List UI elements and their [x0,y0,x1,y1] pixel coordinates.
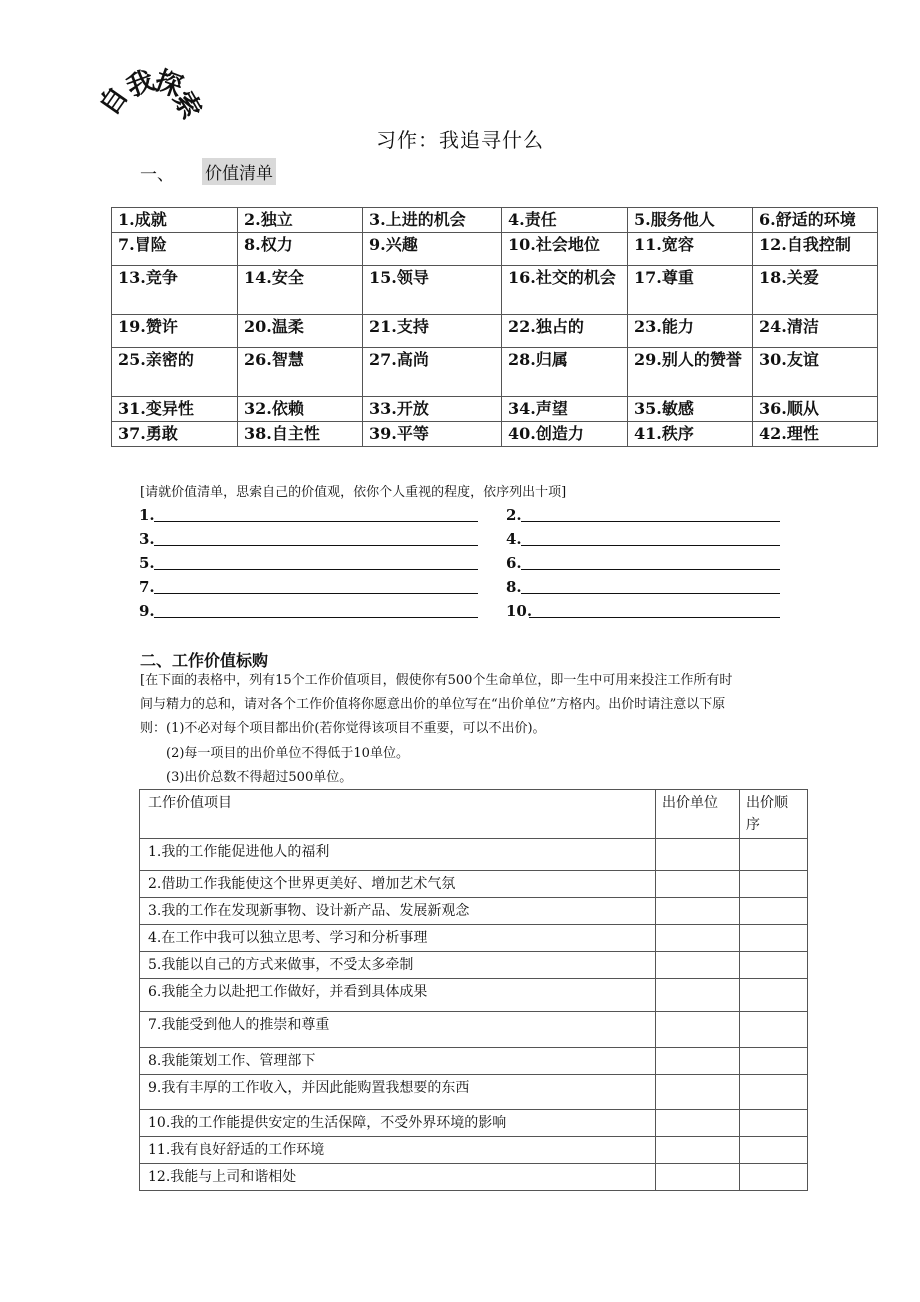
table-row [140,1137,808,1164]
values-table [111,207,878,447]
item-cell: 10.我的工作能提供安定的生活保障，不受外界环境的影响 [140,1110,656,1137]
value-cell: 10.社会地位 [502,233,628,266]
item-cell: 4.在工作中我可以独立思考、学习和分析事理 [140,925,656,952]
value-cell: 4.责任 [502,208,628,233]
value-cell: 40.创造力 [502,422,628,447]
blank-line[interactable] [521,521,780,522]
value-cell: 38.自主性 [238,422,363,447]
value-cell: 5.服务他人 [628,208,753,233]
value-cell: 15.领导 [363,266,502,315]
bid-order-cell[interactable] [740,979,808,1012]
value-cell: 26.智慧 [238,348,363,397]
wordart-char-2: 我 [122,65,159,104]
bid-units-cell[interactable] [656,952,740,979]
bid-order-cell[interactable] [740,898,808,925]
item-cell: 8.我能策划工作、管理部下 [140,1048,656,1075]
item-cell: 12.我能与上司和谐相处 [140,1164,656,1191]
table-row [112,315,878,348]
blank-label: 5. [139,554,155,572]
value-cell: 20.温柔 [238,315,363,348]
value-cell: 35.敏感 [628,397,753,422]
value-cell: 24.清洁 [753,315,878,348]
item-cell: 9.我有丰厚的工作收入，并因此能购置我想要的东西 [140,1075,656,1110]
bid-order-cell[interactable] [740,1137,808,1164]
blank-label: 10. [506,602,533,620]
blank-line[interactable] [154,617,478,618]
blank-label: 4. [506,530,522,548]
value-cell: 3.上进的机会 [363,208,502,233]
intro-line: 则：(1)不必对每个项目都出价(若你觉得该项目不重要，可以不出价)。 [140,721,546,736]
item-cell: 11.我有良好舒适的工作环境 [140,1137,656,1164]
value-cell: 11.宽容 [628,233,753,266]
bid-order-cell[interactable] [740,1075,808,1110]
table-row [112,397,878,422]
blank-line[interactable] [521,593,780,594]
table-row [140,1164,808,1191]
table-header-row [140,790,808,839]
bid-units-cell[interactable] [656,839,740,871]
value-cell: 27.高尚 [363,348,502,397]
bid-table [139,789,808,1191]
wordart-char-1: 自 [93,81,135,122]
blank-label: 7. [139,578,155,596]
wordart-char-3: 探 [150,65,187,104]
value-cell: 32.依赖 [238,397,363,422]
blank-line[interactable] [154,545,478,546]
rule-line: (2)每一项目的出价单位不得低于10单位。 [166,746,409,761]
bid-units-cell[interactable] [656,1137,740,1164]
value-cell: 6.舒适的环境 [753,208,878,233]
value-cell: 21.支持 [363,315,502,348]
value-cell: 42.理性 [753,422,878,447]
bid-units-cell[interactable] [656,1164,740,1191]
item-cell: 3.我的工作在发现新事物、设计新产品、发展新观念 [140,898,656,925]
table-row [140,871,808,898]
section2-title: 二、工作价值标购 [140,651,269,670]
value-cell: 23.能力 [628,315,753,348]
table-row [140,952,808,979]
bid-units-cell[interactable] [656,1012,740,1048]
bid-order-cell[interactable] [740,839,808,871]
blank-line[interactable] [154,521,478,522]
intro-line: [在下面的表格中，列有15个工作价值项目，假使你有500个生命单位，即一生中可用来投注工作所有时 [140,673,733,688]
blank-line[interactable] [521,545,780,546]
bid-order-cell[interactable] [740,925,808,952]
intro-line: 间与精力的总和，请对各个工作价值将你愿意出价的单位写在“出价单位”方格内。出价时请注意以下原 [140,697,726,712]
blank-label: 8. [506,578,522,596]
item-cell: 1.我的工作能促进他人的福利 [140,839,656,871]
blank-line[interactable] [154,593,478,594]
bid-units-cell[interactable] [656,898,740,925]
bid-units-cell[interactable] [656,871,740,898]
value-cell: 33.开放 [363,397,502,422]
bid-units-cell[interactable] [656,1110,740,1137]
table-row [112,208,878,233]
bid-units-cell[interactable] [656,1048,740,1075]
table-row [140,1048,808,1075]
header-bid-units: 出价单位 [656,790,740,839]
table-row [140,979,808,1012]
blank-label: 2. [506,506,522,524]
bid-order-cell[interactable] [740,871,808,898]
table-row [112,266,878,315]
value-cell: 16.社交的机会 [502,266,628,315]
item-cell: 2.借助工作我能使这个世界更美好、增加艺术气氛 [140,871,656,898]
value-cell: 18.关爱 [753,266,878,315]
blank-line[interactable] [529,617,780,618]
table-row [140,898,808,925]
header-item: 工作价值项目 [140,790,656,839]
table-row [112,348,878,397]
value-cell: 34.声望 [502,397,628,422]
value-cell: 7.冒险 [112,233,238,266]
value-cell: 17.尊重 [628,266,753,315]
table-row [140,1110,808,1137]
document-title: 习作：我追寻什么 [376,128,544,152]
wordart-char-4: 索 [166,85,208,125]
value-cell: 36.顺从 [753,397,878,422]
bid-units-cell[interactable] [656,1075,740,1110]
table-row [140,1012,808,1048]
table-row [140,839,808,871]
value-cell: 41.秩序 [628,422,753,447]
blank-line[interactable] [521,569,780,570]
value-cell: 9.兴趣 [363,233,502,266]
item-cell: 5.我能以自己的方式来做事，不受太多牵制 [140,952,656,979]
value-cell: 30.友谊 [753,348,878,397]
bid-order-cell[interactable] [740,1012,808,1048]
bid-order-cell[interactable] [740,1048,808,1075]
value-cell: 13.竞争 [112,266,238,315]
value-cell: 2.独立 [238,208,363,233]
table-row [140,925,808,952]
section1-number: 一、 [140,165,174,185]
bid-units-cell[interactable] [656,979,740,1012]
blank-label: 1. [139,506,155,524]
blank-label: 3. [139,530,155,548]
value-cell: 25.亲密的 [112,348,238,397]
ranking-instruction: [请就价值清单，思索自己的价值观，依你个人重视的程度，依序列出十项] [140,485,567,500]
rule-line: (3)出价总数不得超过500单位。 [166,770,353,785]
value-cell: 29.别人的赞誉 [628,348,753,397]
header-bid-order: 出价顺序 [740,790,808,839]
value-cell: 28.归属 [502,348,628,397]
value-cell: 39.平等 [363,422,502,447]
blank-label: 6. [506,554,522,572]
value-cell: 1.成就 [112,208,238,233]
value-cell: 19.赞许 [112,315,238,348]
value-cell: 37.勇敢 [112,422,238,447]
wordart-title [92,58,232,128]
bid-order-cell[interactable] [740,1110,808,1137]
blank-label: 9. [139,602,155,620]
item-cell: 6.我能全力以赴把工作做好，并看到具体成果 [140,979,656,1012]
value-cell: 14.安全 [238,266,363,315]
section1-title: 价值清单 [202,158,276,185]
value-cell: 8.权力 [238,233,363,266]
value-cell: 22.独占的 [502,315,628,348]
bid-units-cell[interactable] [656,925,740,952]
value-cell: 31.变异性 [112,397,238,422]
item-cell: 7.我能受到他人的推崇和尊重 [140,1012,656,1048]
blank-line[interactable] [154,569,478,570]
table-row [140,1075,808,1110]
bid-order-cell[interactable] [740,1164,808,1191]
table-row [112,233,878,266]
value-cell: 12.自我控制 [753,233,878,266]
bid-order-cell[interactable] [740,952,808,979]
table-row [112,422,878,447]
